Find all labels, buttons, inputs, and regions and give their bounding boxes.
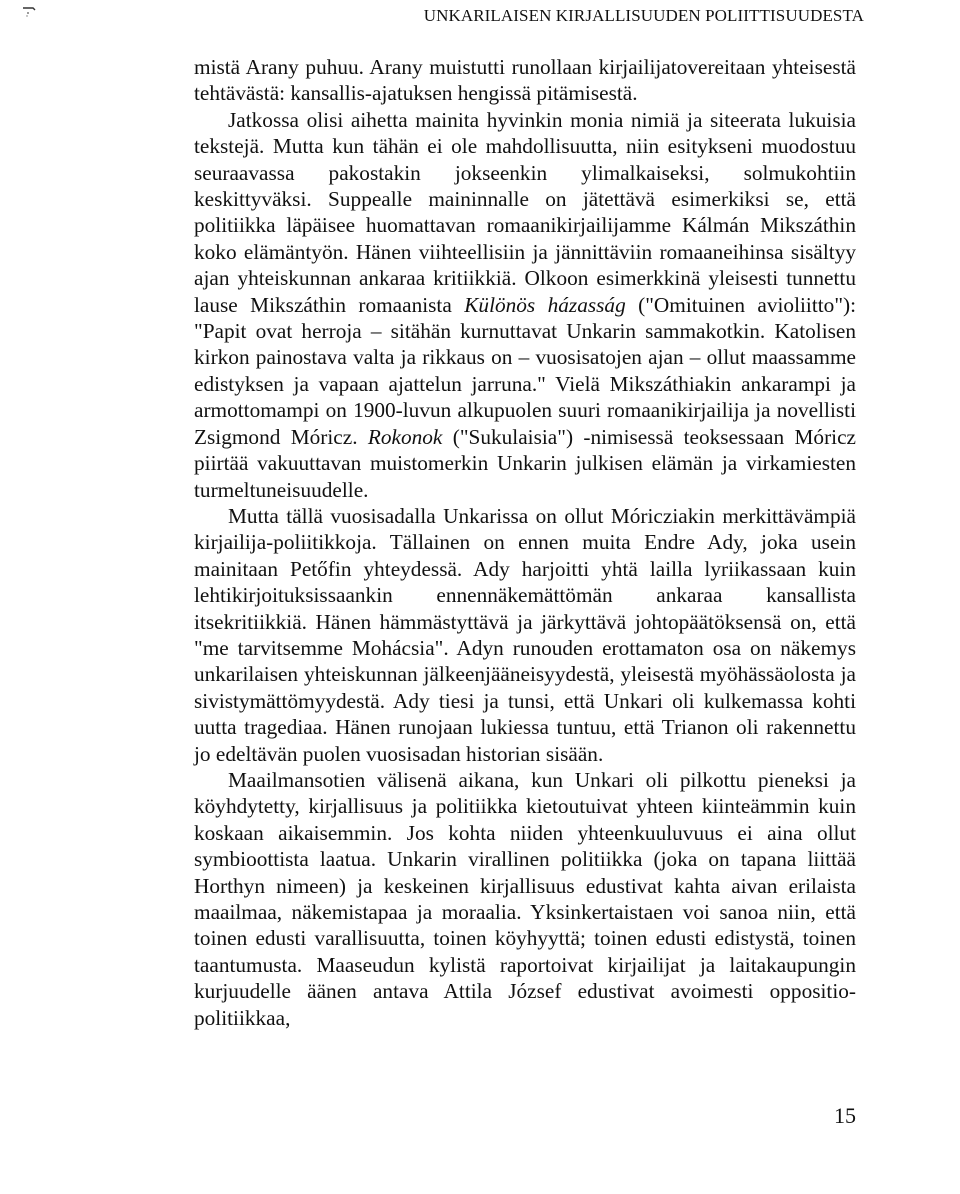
page-number: 15 <box>834 1103 856 1128</box>
paragraph-2-continuation: ("Omituinen avioliitto"): "Papit ovat herroja – sitähän kurnuttavat Unkarin sammakotkin. Katolisen kirkon painostava valta ja rikkaus on – vuosisatojen ajan – ollut maassamme edistyksen ja vapaan ajattelun jarruna." Vielä Mikszáthiakin ankarampi ja armottomampi on 1900-luvun alkupuolen suuri romaanikirjailija ja novellisti Zsigmond Móricz. <box>194 292 857 449</box>
scan-mark-icon <box>22 6 36 18</box>
paragraph-2-ending: ("Sukulaisia") -nimisessä teoksessaan Móricz piirtää vakuuttavan muistomerkin Unkarin julkisen elämän ja virkamiesten turmeltuneisuudelle. <box>194 424 856 502</box>
paragraph-2-text: Jatkossa olisi aihetta mainita hyvinkin monia nimiä ja siteerata lukuisia tekstejä. Mutta kun tähän ei ole mahdollisuutta, niin esitykseni muodostuu seuraavassa pakostakin jokseenkin ylimalkaiseksi, solmukohtiin keskittyväksi. Suppealle maininnalle on jätettävä esimerkiksi se, että politiikka läpäisee huomattavan romaanikirjailijamme Kálmán Mikszáthin koko elämäntyön. Hänen viihteellisiin ja jännittäviin romaaneihinsa sisältyy ajan yhteiskunnan ankaraa kritiikkiä. Olkoon esimerkkinä yleisesti tunnettu lause Mikszáthin romaanista <box>194 107 856 317</box>
paragraph-3: Mutta tällä vuosisadalla Unkarissa on ollut Móricziakin merkittävämpiä kirjailija-poliitikkoja. Tällainen on ennen muita Endre Ady, joka usein mainitaan Petőfin yhteydessä. Ady harjoitti yhtä lailla lyriikassaan kuin lehtikirjoituksissaankin ennennäkemättömän ankaraa kansallista itsekritiikkiä. Hänen hämmästyttävä ja järkyttävä johtopäätöksensä on, että "me tarvitsemme Mohácsia". Adyn runouden erottamaton osa on näkemys unkarilaisen yhteiskunnan jälkeenjääneisyydestä, yleisestä myöhässäolosta ja sivistymättömyydestä. Ady tiesi ja tunsi, että Unkari oli kulkemassa kohti uutta tragediaa. Hänen runojaan lukiessa tuntuu, että Trianon oli rakennettu jo edeltävän puolen vuosisadan historian sisään. <box>194 503 856 766</box>
book-title-rokonok: Rokonok <box>367 424 443 449</box>
body-text <box>194 54 856 1031</box>
running-header: UNKARILAISEN KIRJALLISUUDEN POLIITTISUUDESTA <box>423 6 864 25</box>
paragraph-4: Maailmansotien välisenä aikana, kun Unkari oli pilkottu pieneksi ja köyhdytetty, kirjallisuus ja politiikka kietoutuivat yhteen kiinteämmin kuin koskaan aikaisemmin. Jos kohta niiden yhteenkuuluvuus ei aina ollut symbioottista laatua. Unkarin virallinen politiikka (joka on tapana liittää Horthyn nimeen) ja keskeinen kirjallisuus edustivat kahta aivan erilaista maailmaa, näkemistapaa ja moraalia. Yksinkertaistaen voi sanoa niin, että toinen edusti varallisuutta, toinen köyhyyttä; toinen edusti edistystä, toinen taantumusta. Maaseudun kylistä raportoivat kirjailijat ja laitakaupungin kurjuudelle äänen antava Attila József edustivat avoimesti oppositio-politiikkaa, <box>194 767 856 1030</box>
paragraph-2 <box>194 107 856 503</box>
paragraph-1: mistä Arany puhuu. Arany muistutti runollaan kirjailijatovereitaan yhteisestä tehtävästä: kansallis-ajatuksen hengissä pitämisestä. <box>194 55 856 106</box>
book-title-kulonos-hazassag: Különös házasság <box>464 292 626 317</box>
